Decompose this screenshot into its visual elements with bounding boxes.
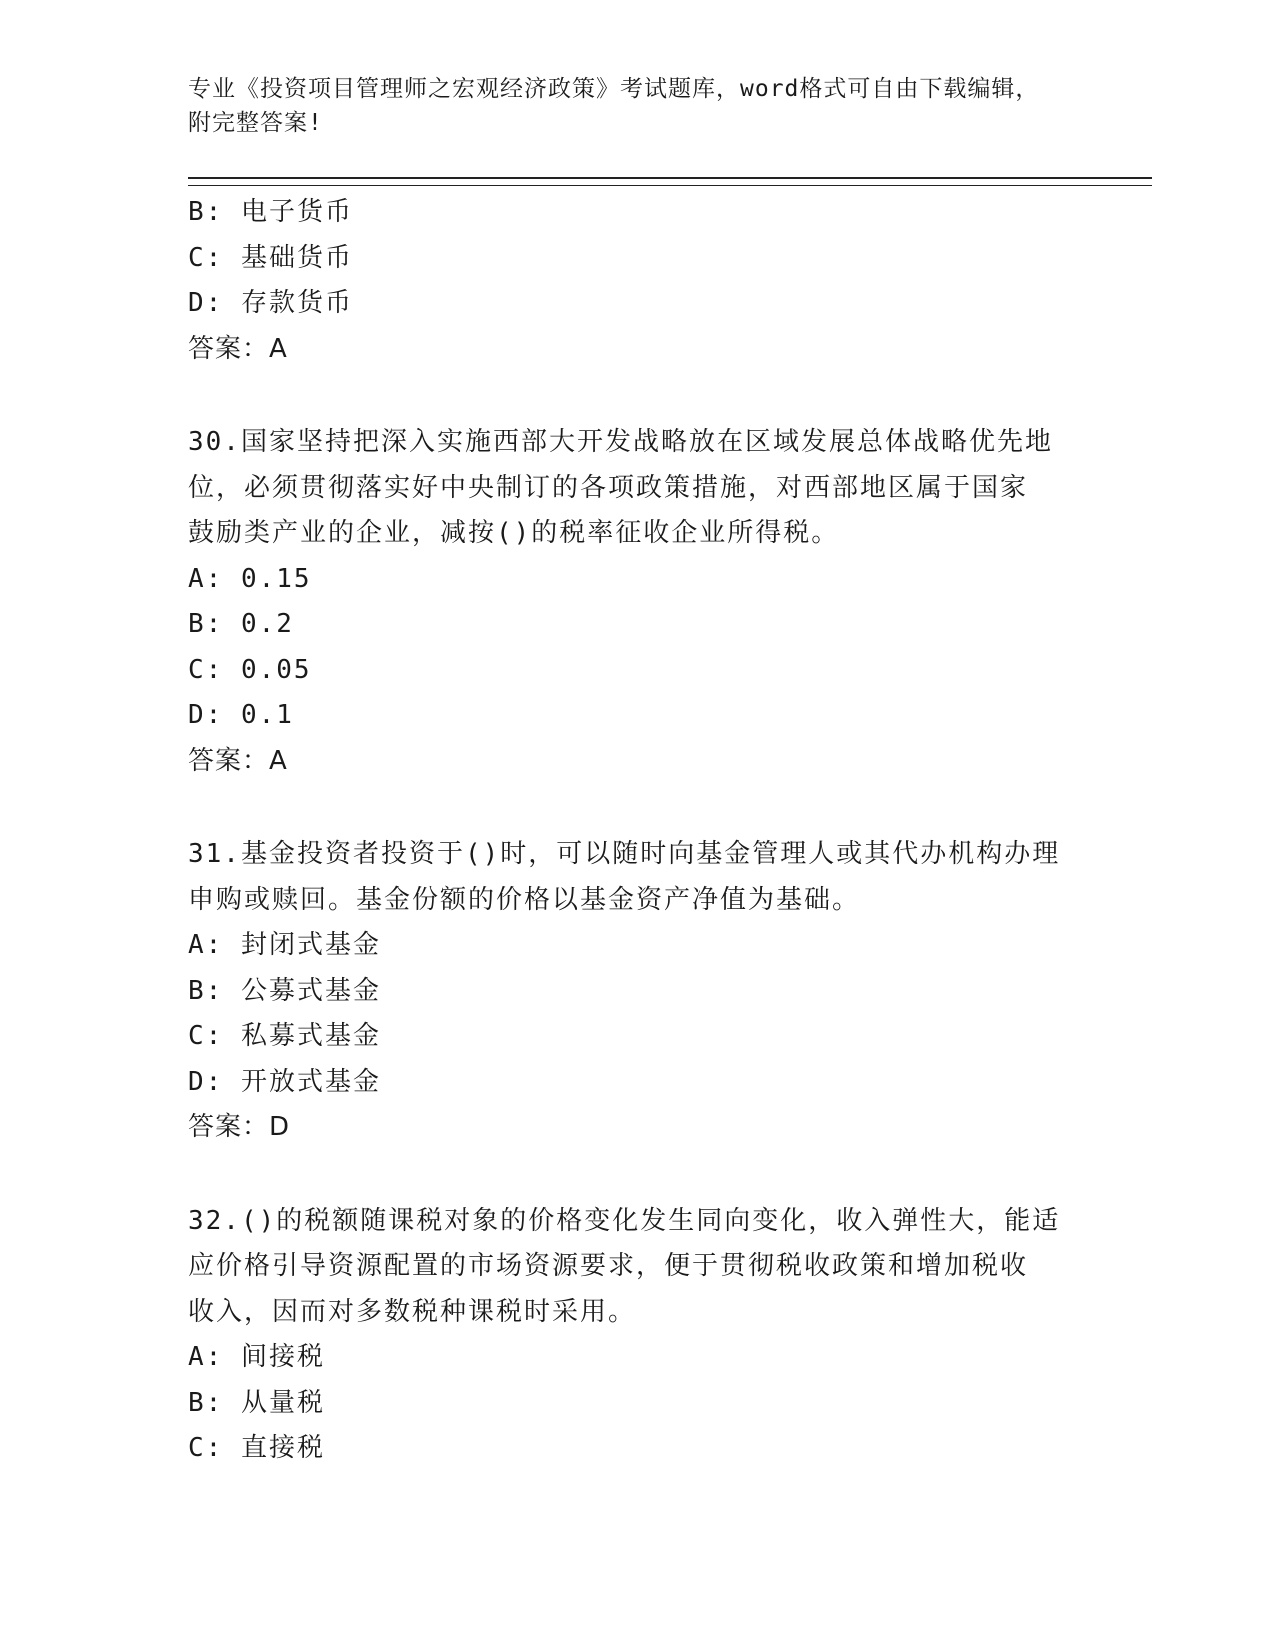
question-31 [188,832,1088,1151]
question-stem-line: 应价格引导资源配置的市场资源要求，便于贯彻税收政策和增加税收 [188,1251,1029,1281]
option-c: C: 基础货币 [188,242,353,273]
option-d: D: 开放式基金 [188,1066,381,1097]
header-line-2: 附完整答案! [188,110,323,136]
option-c: C: 私募式基金 [188,1021,381,1051]
question-stem-line: 31.基金投资者投资于()时，可以随时向基金管理人或其代办机构办理 [188,839,1061,869]
question-stem-line: 位，必须贯彻落实好中央制订的各项政策措施，对西部地区属于国家 [188,472,1029,503]
option-a: A: 封闭式基金 [188,930,381,960]
carryover-question [188,190,1088,372]
option-a: A: 间接税 [188,1342,325,1372]
question-32 [188,1199,1088,1472]
option-b: B: 从量税 [188,1387,325,1418]
header-line-1: 专业《投资项目管理师之宏观经济政策》考试题库，word格式可自由下载编辑， [188,76,1040,102]
option-b: B: 0.2 [188,609,294,639]
header-divider [188,177,1152,186]
question-stem-line: 申购或赎回。基金份额的价格以基金资产净值为基础。 [188,884,861,915]
question-content [188,190,1088,1472]
option-b: B: 电子货币 [188,197,353,227]
question-stem-line: 32.()的税额随课税对象的价格变化发生同向变化，收入弹性大，能适 [188,1205,1061,1236]
option-d: D: 0.1 [188,700,294,730]
option-c: C: 直接税 [188,1433,325,1463]
question-stem-line: 鼓励类产业的企业，减按()的税率征收企业所得税。 [188,518,840,548]
document-header [188,72,1088,140]
spacer [188,372,1088,420]
question-stem-line: 30.国家坚持把深入实施西部大开发战略放在区域发展总体战略优先地 [188,427,1053,457]
option-a: A: 0.15 [188,563,312,594]
option-b: B: 公募式基金 [188,975,381,1006]
answer-line: 答案：A [188,333,288,364]
spacer [188,1151,1088,1199]
answer-line: 答案：A [188,745,288,776]
spacer [188,784,1088,832]
option-c: C: 0.05 [188,654,312,685]
question-30 [188,420,1088,784]
option-d: D: 存款货币 [188,288,353,318]
question-stem-line: 收入，因而对多数税种课税时采用。 [188,1296,637,1327]
answer-line: 答案：D [188,1112,291,1142]
